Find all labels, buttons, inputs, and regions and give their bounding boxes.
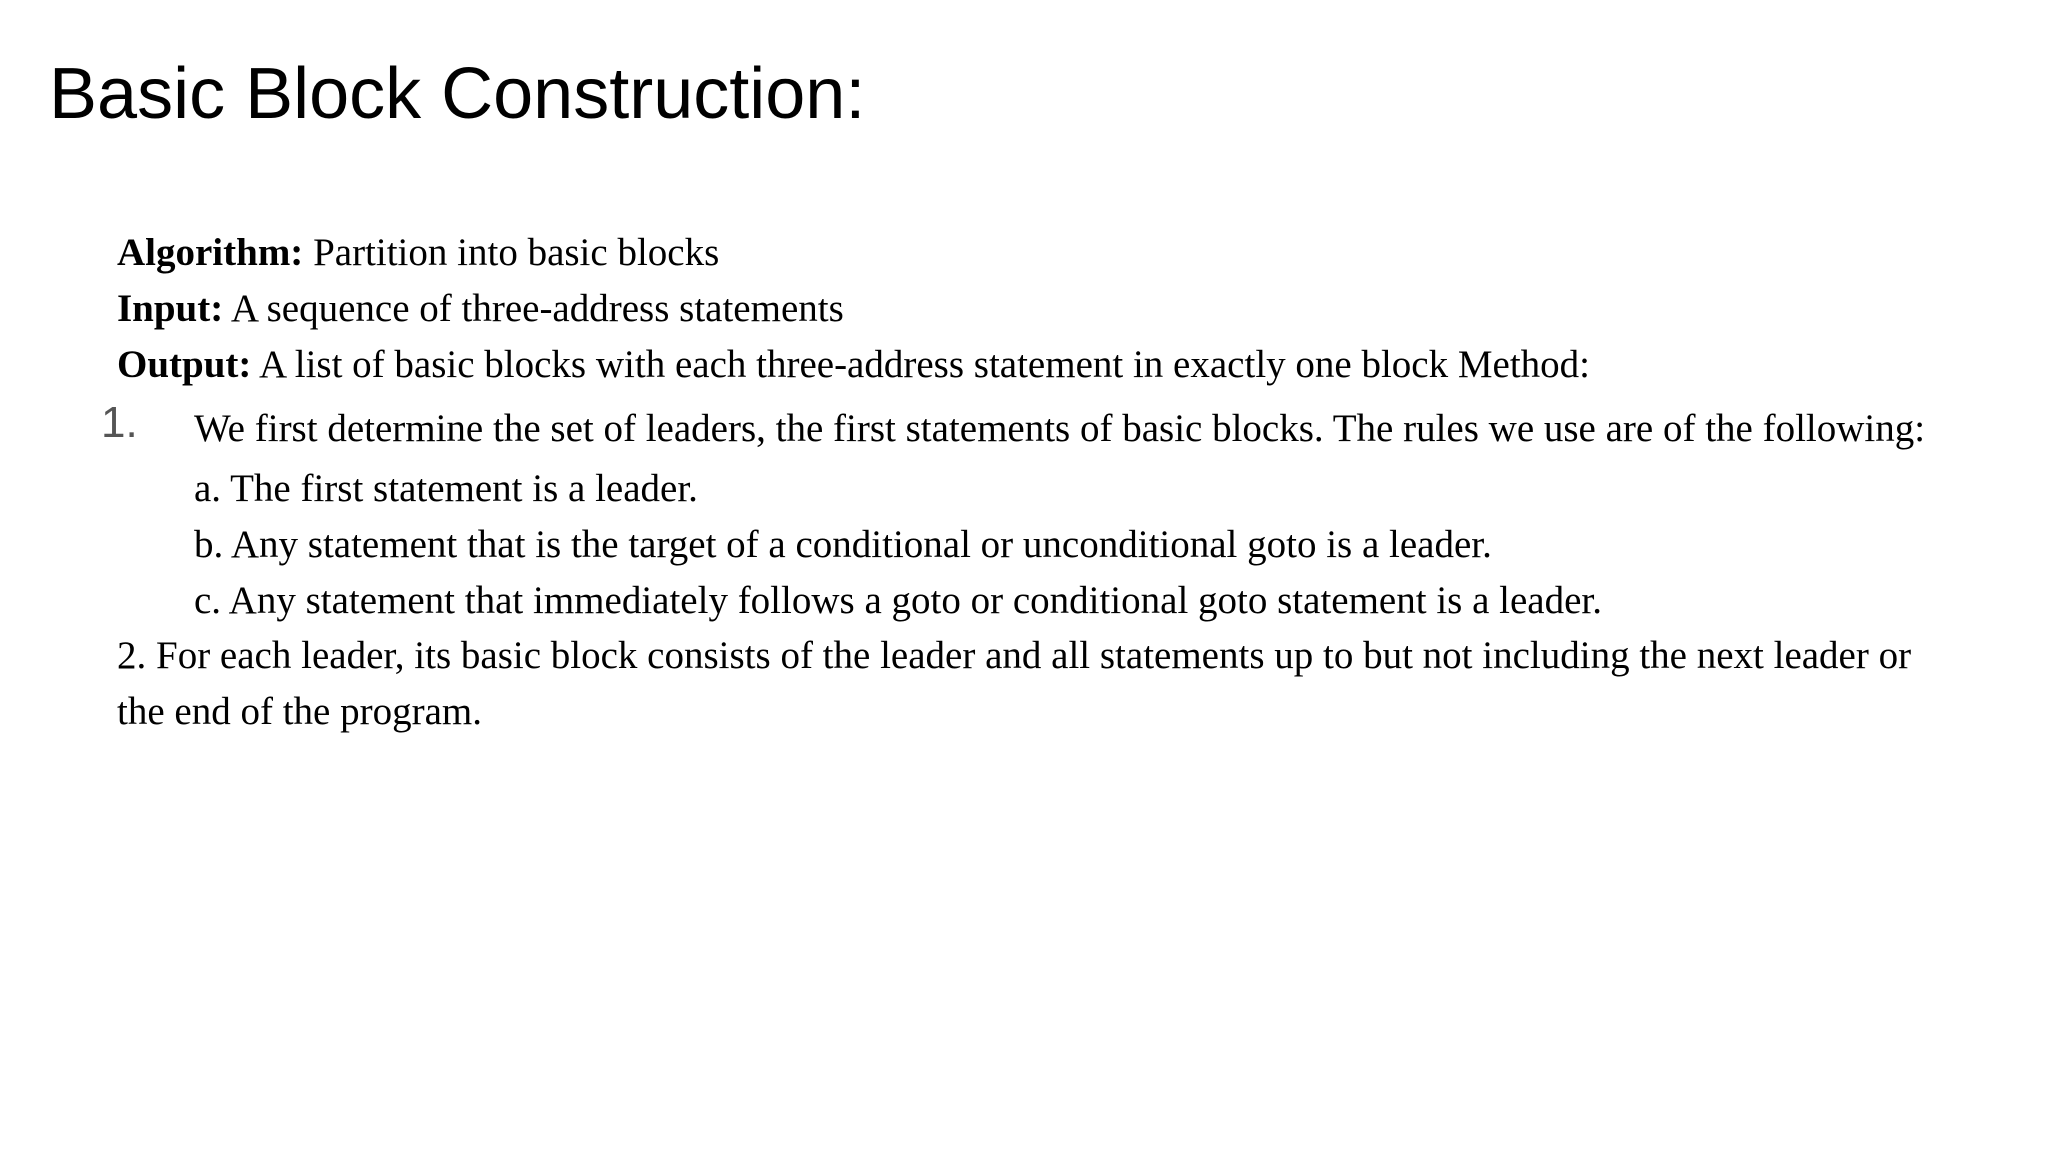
slide-title: Basic Block Construction:: [49, 54, 866, 134]
algorithm-line: [117, 230, 719, 276]
input-line: [117, 286, 844, 332]
step-1-marker: 1.: [101, 398, 138, 447]
output-line: [117, 342, 1590, 388]
rule-a: a. The first statement is a leader.: [194, 467, 698, 510]
output-label: Output:: [117, 343, 252, 386]
rule-b: b. Any statement that is the target of a conditional or unconditional goto is a leader.: [194, 523, 1492, 566]
algorithm-label: Algorithm:: [117, 231, 304, 274]
algorithm-text: Partition into basic blocks: [303, 231, 720, 274]
input-label: Input:: [117, 287, 224, 330]
step-1-text: We first determine the set of leaders, the first statements of basic blocks. The rules we use are of the following:: [194, 407, 1926, 450]
rule-c: c. Any statement that immediately follows a goto or conditional goto statement is a leader.: [194, 579, 1602, 622]
output-text: A list of basic blocks with each three-address statement in exactly one block Method:: [251, 343, 1591, 386]
step-2-line-2: the end of the program.: [117, 690, 482, 733]
input-text: A sequence of three-address statements: [223, 287, 844, 330]
step-2-line-1: 2. For each leader, its basic block consists of the leader and all statements up to but not including the next leader or: [117, 634, 1912, 677]
